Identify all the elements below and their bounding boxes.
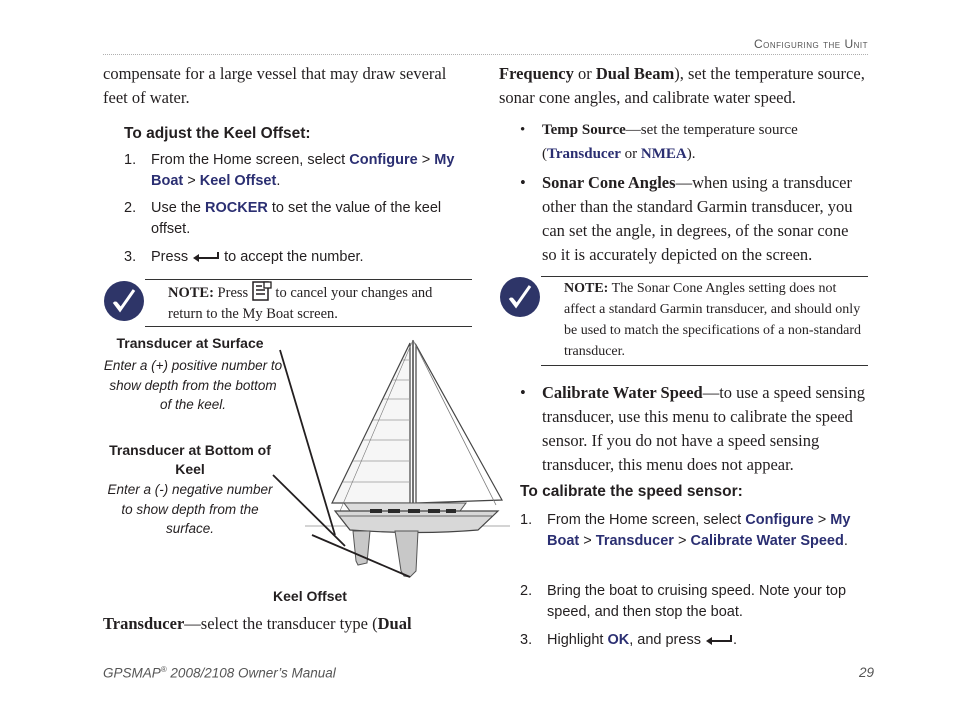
bullet-calibrate-speed: • Calibrate Water Speed—to use a speed sensing transducer, use this menu to calibrate the speed sensor. If you do not have a speed sensing transducer, this menu does not appear.: [520, 383, 865, 474]
transducer-surface-label: Transducer at Surface: [116, 335, 264, 351]
nmea-link: NMEA: [640, 146, 687, 162]
step-number: 1.: [520, 512, 533, 528]
enter-key-icon: [192, 251, 220, 263]
calibrate-water-speed-link: Calibrate Water Speed: [690, 533, 844, 549]
section-title: Configuring the Unit: [754, 37, 868, 51]
sailboat-diagram: [270, 335, 520, 583]
keel-offset-label: Keel Offset: [273, 588, 347, 604]
keel-step-1: 1. From the Home screen, select Configure > My Boat > Keel Offset.: [124, 152, 455, 189]
step-number: 2.: [124, 200, 137, 216]
footer-manual-title: GPSMAP® 2008/2108 Owner’s Manual: [103, 665, 336, 681]
note-check-icon: [499, 276, 541, 318]
my-boat-link: My Boat: [151, 152, 455, 189]
transducer-surface-desc: Enter a (+) positive number to show depth from the bottom of the keel.: [103, 358, 283, 412]
step-number: 3.: [520, 632, 533, 648]
procedure-title-calibrate: To calibrate the speed sensor:: [520, 483, 743, 500]
keel-offset-link: Keel Offset: [199, 173, 277, 189]
transducer-link: Transducer: [595, 533, 674, 549]
calibrate-step-2: 2. Bring the boat to cruising speed. Note your top speed, and then stop the boat.: [520, 583, 847, 620]
keel-step-3: 3. Press to accept the number.: [124, 247, 469, 269]
page-number: 29: [858, 665, 874, 680]
calibrate-step-3: 3. Highlight OK, and press .: [520, 630, 868, 652]
transducer-bottom-desc: Enter a (-) negative number to show depth from the surface.: [107, 482, 273, 536]
menu-key-icon: [252, 281, 272, 301]
step-number: 1.: [124, 152, 137, 168]
ok-label: OK: [607, 632, 630, 648]
note-check-icon: [103, 280, 145, 322]
step-number: 3.: [124, 249, 137, 265]
note-text-sonar: NOTE: The Sonar Cone Angles setting does not affect a standard Garmin transducer, and should only be used to match the specifications of a non-standard transducer.: [564, 281, 862, 359]
configure-link: Configure: [745, 512, 814, 528]
step-number: 2.: [520, 583, 533, 599]
intro-paragraph: compensate for a large vessel that may draw several feet of water.: [103, 64, 447, 107]
continued-paragraph: Frequency or Dual Beam), set the temperature source, sonar cone angles, and calibrate water speed.: [499, 64, 865, 107]
header-divider: [103, 54, 868, 55]
my-boat-link: My Boat: [547, 512, 851, 549]
note-text-keel: NOTE: Press to cancel your changes and return to the My Boat screen.: [168, 281, 468, 325]
keel-step-2: 2. Use the ROCKER to set the value of the keel offset.: [124, 200, 442, 237]
configure-link: Configure: [349, 152, 418, 168]
rocker-key-label: ROCKER: [205, 200, 268, 216]
procedure-title-keel: To adjust the Keel Offset:: [124, 125, 311, 142]
bullet-sonar-cone: • Sonar Cone Angles—when using a transducer other than the standard Garmin transducer, you can set the angle, in degrees, of the sonar cone so it is accurately depicted on the screen.: [520, 173, 853, 264]
transducer-paragraph: Transducer—select the transducer type (Dual: [103, 614, 412, 633]
transducer-bottom-label: Transducer at Bottom of Keel: [109, 442, 271, 477]
bullet-temp-source: • Temp Source—set the temperature source (Transducer or NMEA).: [520, 122, 798, 162]
calibrate-step-1: 1. From the Home screen, select Configure > My Boat > Transducer > Calibrate Water Speed.: [520, 512, 851, 549]
transducer-link: Transducer: [547, 146, 621, 162]
enter-key-icon: [705, 634, 733, 646]
